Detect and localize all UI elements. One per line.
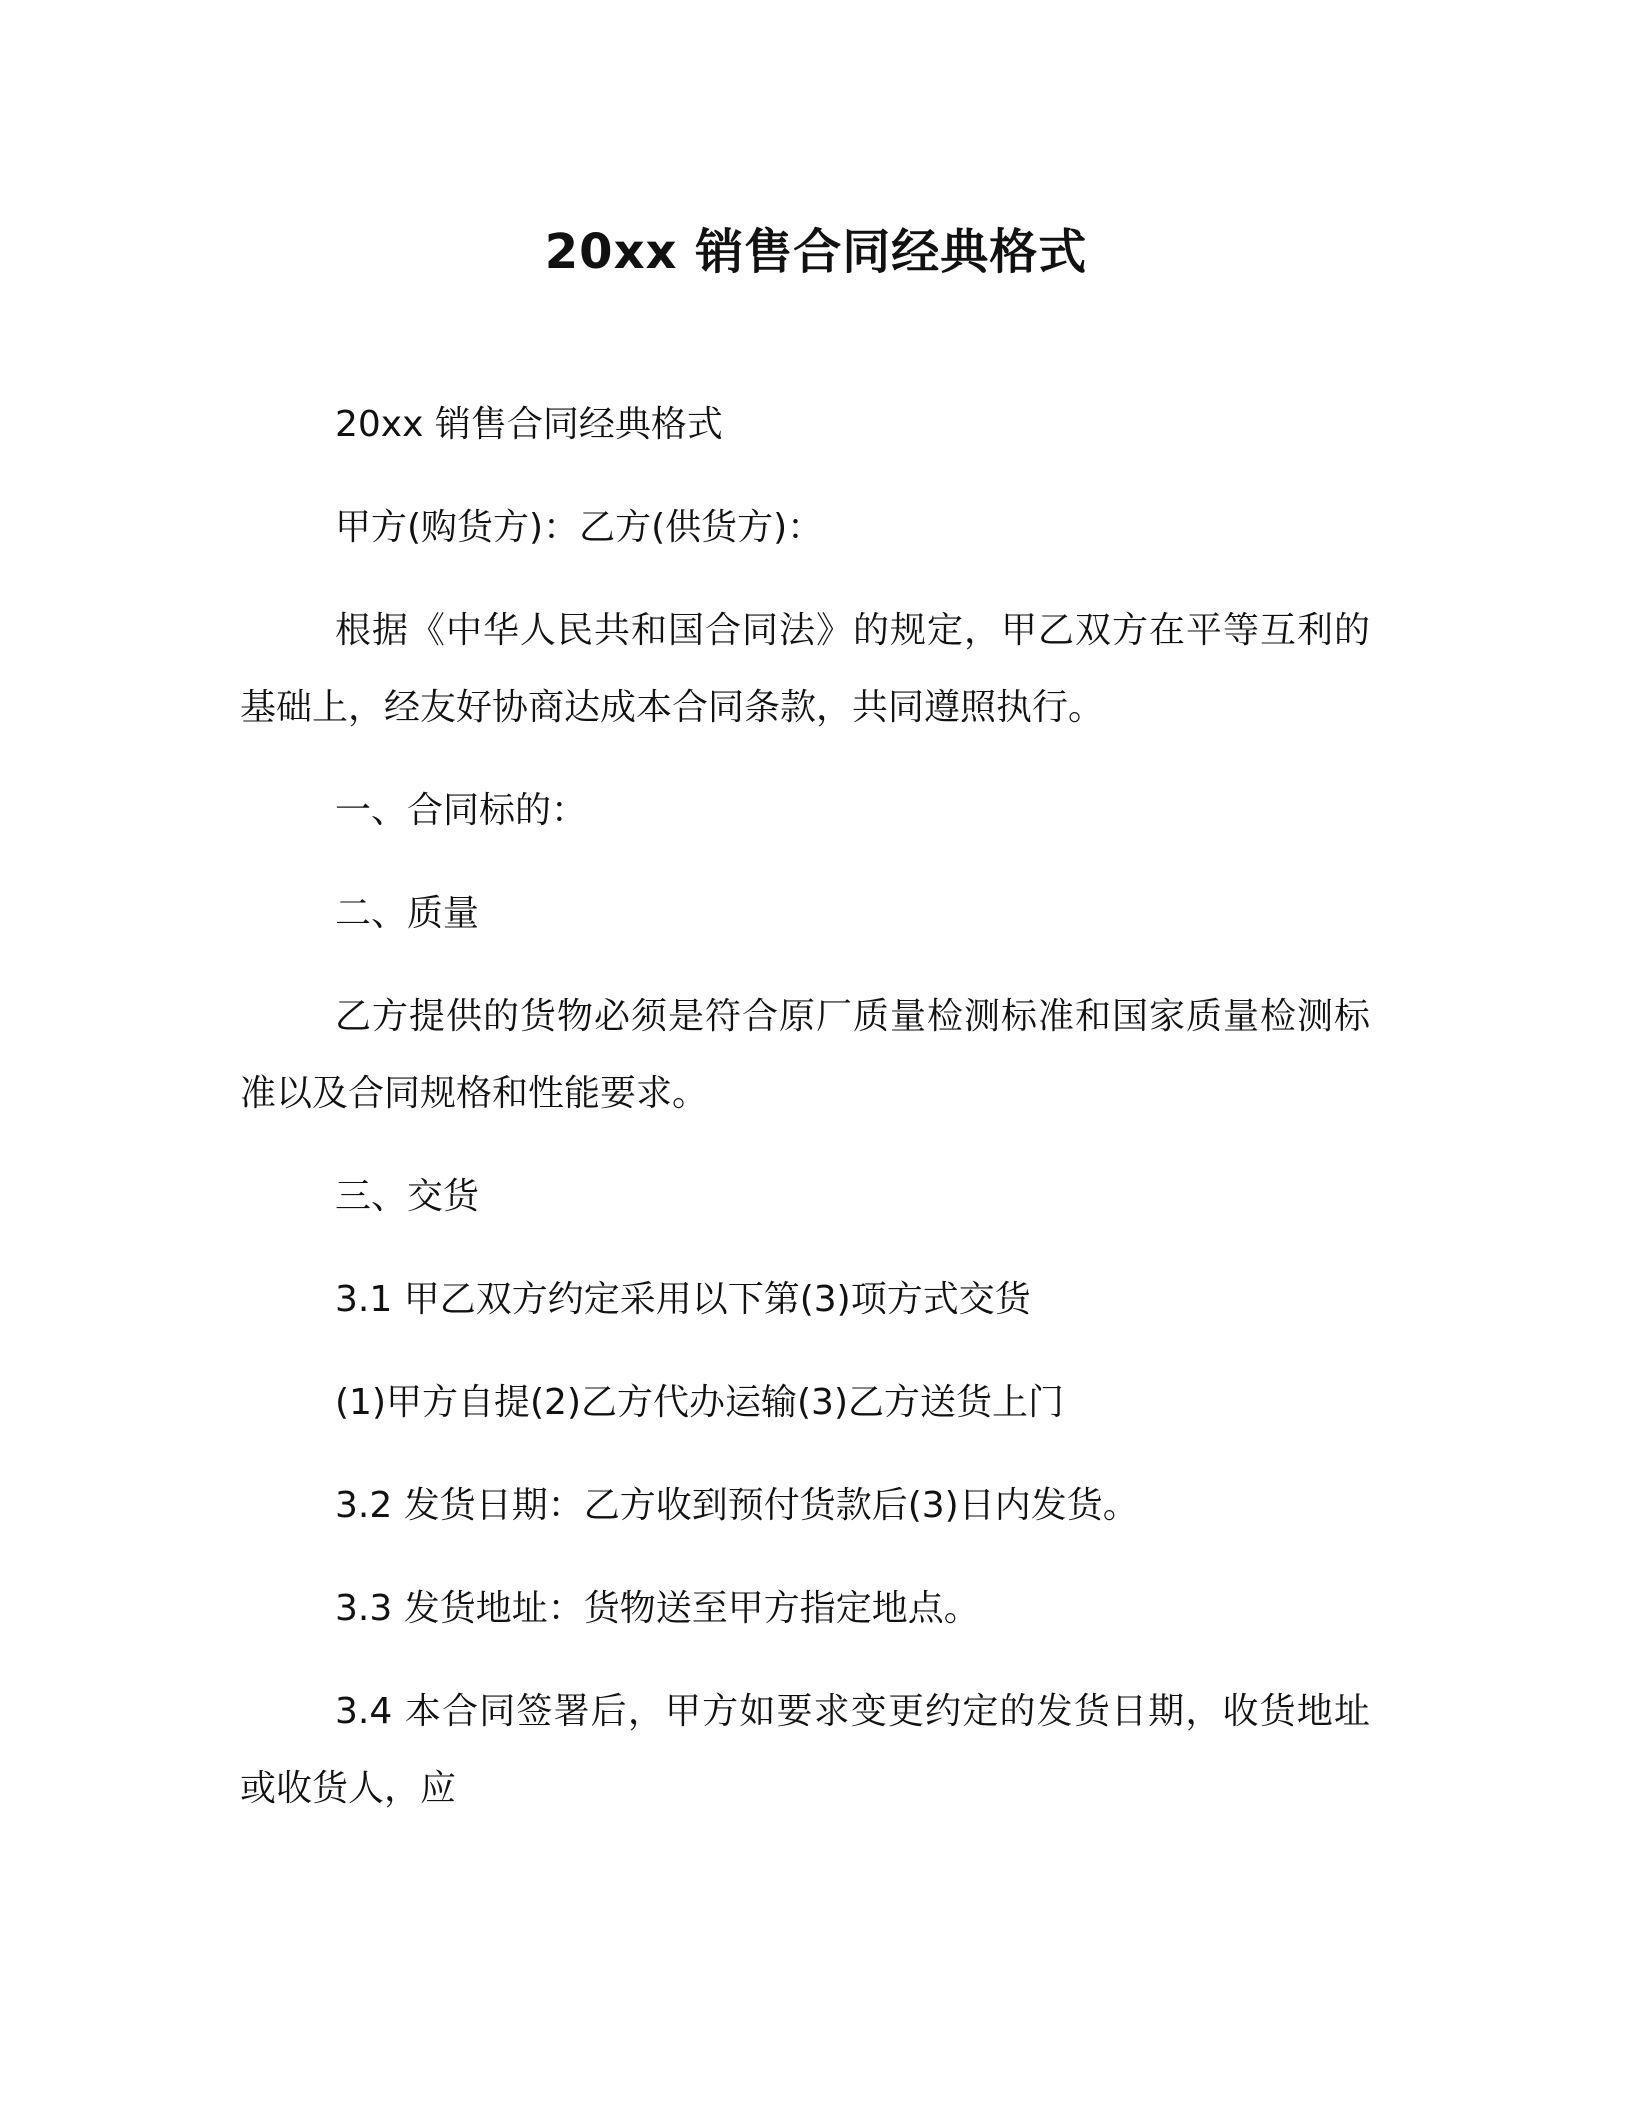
delivery-options: (1)甲方自提(2)乙方代办运输(3)乙方送货上门 — [335, 1382, 1064, 1423]
clause-3-4: 3.4 本合同签署后，甲方如要求变更约定的发货日期，收货地址或收货人，应 — [240, 1691, 1370, 1809]
section-heading-delivery: 三、交货 — [335, 1176, 480, 1217]
paragraph-preamble: 根据《中华人民共和国合同法》的规定，甲乙双方在平等互利的基础上，经友好协商达成本合同条款，共同遵照执行。 — [240, 610, 1370, 728]
clause-3-2: 3.2 发货日期：乙方收到预付货款后(3)日内发货。 — [335, 1485, 1139, 1526]
paragraph-parties: 甲方(购货方)：乙方(供货方)： — [335, 507, 824, 548]
document-title: 20xx 销售合同经典格式 — [544, 224, 1088, 280]
document-body — [240, 386, 1370, 1853]
clause-3-1: 3.1 甲乙双方约定采用以下第(3)项方式交货 — [335, 1279, 1031, 1320]
section-heading-quality: 二、质量 — [335, 893, 480, 934]
section-heading-subject: 一、合同标的： — [335, 790, 588, 831]
paragraph-subtitle: 20xx 销售合同经典格式 — [335, 404, 723, 445]
paragraph-quality: 乙方提供的货物必须是符合原厂质量检测标准和国家质量检测标准以及合同规格和性能要求。 — [240, 996, 1370, 1114]
clause-3-3: 3.3 发货地址：货物送至甲方指定地点。 — [335, 1588, 980, 1629]
